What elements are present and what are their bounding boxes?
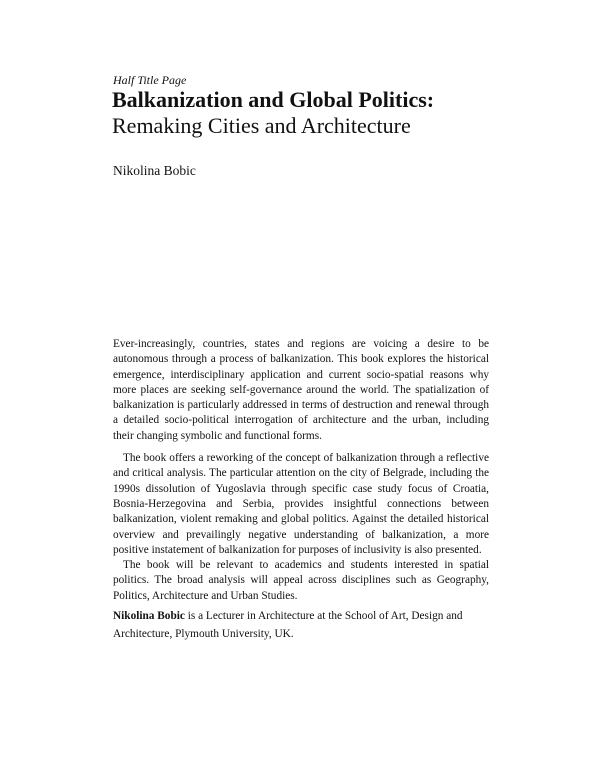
book-subtitle: Remaking Cities and Architecture	[112, 113, 411, 138]
author-bio	[113, 607, 489, 643]
book-title: Balkanization and Global Politics:	[112, 87, 435, 112]
blurb-paragraph-1: Ever-increasingly, countries, states and regions are voicing a desire to be autonomous through a process of balkanization. This book explores the historical emergence, interdisciplinary application and current socio-spatial reasons why more places are seeking self-governance around the world. The spatialization of balkanization is particularly addressed in terms of destruction and renewal through a detailed socio-political interrogation of architecture and the urban, including their changing symbolic and functional forms.	[113, 338, 489, 442]
bio-author-name: Nikolina Bobic	[113, 610, 185, 622]
half-title-label: Half Title Page	[113, 73, 187, 87]
blurb-paragraph-2: The book offers a reworking of the concept of balkanization through a reflective and critical analysis. The particular attention on the city of Belgrade, including the 1990s dissolution of Yugoslavia through specific case study focus of Croatia, Bosnia-Herzegovina and Serbia, provides insightful connections between balkanization, violent remaking and global politics. Against the detailed historical overview and prevailingly negative understanding of balkanization, a more positive instatement of balkanization for purposes of inclusivity is also presented.	[113, 452, 489, 556]
book-blurb	[113, 337, 489, 604]
bio-text: is a Lecturer in Architecture at the School of Art, Design and Architecture, Plymouth University, UK.	[113, 610, 463, 640]
blurb-paragraph-3: The book will be relevant to academics and students interested in spatial politics. The broad analysis will appeal across disciplines such as Geography, Politics, Architecture and Urban Studies.	[113, 559, 489, 602]
author-name: Nikolina Bobic	[113, 163, 196, 178]
